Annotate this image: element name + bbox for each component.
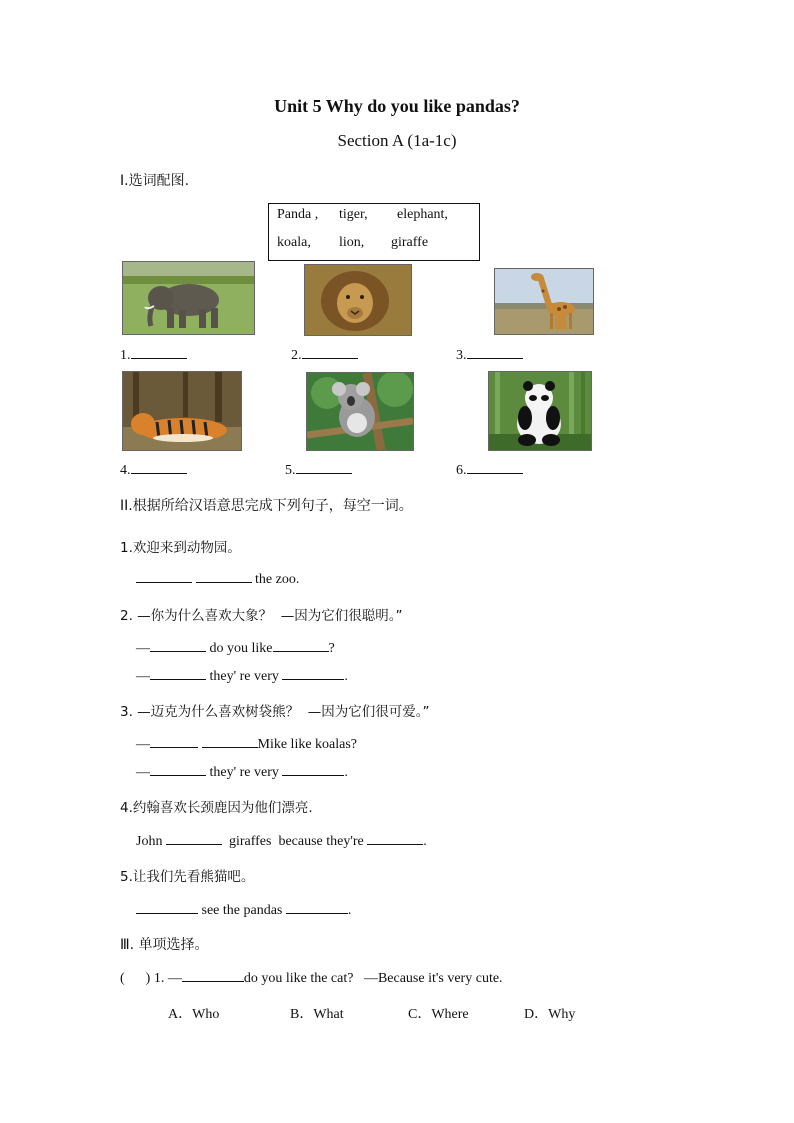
q2-5-blank-b[interactable]: [286, 901, 348, 914]
q2-3-answer-line-1: — Mike like koalas?: [136, 737, 358, 752]
q2-1-blank-b[interactable]: [196, 570, 252, 583]
word-koala: koala,: [277, 235, 311, 250]
panda-photo: [488, 371, 592, 451]
word-box: [268, 203, 480, 261]
section-1-heading: Ⅰ.选词配图.: [120, 173, 190, 189]
q2-2-blank-c[interactable]: [150, 667, 206, 680]
q2-2-answer-line-2: — they' re very .: [136, 669, 348, 684]
q2-4-blank-a[interactable]: [166, 832, 222, 845]
page-title: Unit 5 Why do you like pandas?: [274, 96, 520, 116]
q2-5-blank-a[interactable]: [136, 901, 198, 914]
q2-1-answer-line: the zoo.: [136, 570, 299, 588]
answer-blank-6[interactable]: [467, 461, 523, 474]
q3-1-blank[interactable]: [182, 969, 244, 982]
answer-blank-3[interactable]: [467, 346, 523, 359]
q2-2-blank-b[interactable]: [273, 639, 329, 652]
q2-3-answer-line-2: — they' re very .: [136, 765, 348, 780]
item-3-number: 3.: [456, 346, 523, 364]
word-lion: lion,: [339, 235, 365, 250]
q2-1-prompt: 1.欢迎来到动物园。: [120, 540, 241, 556]
option-d[interactable]: D．Why: [524, 1007, 576, 1022]
answer-blank-1[interactable]: [131, 346, 187, 359]
word-giraffe: giraffe: [391, 235, 429, 250]
item-2-number: 2.: [291, 346, 358, 364]
option-c[interactable]: C．Where: [408, 1007, 469, 1022]
option-a[interactable]: A．Who: [168, 1007, 220, 1022]
page-subtitle: Section A (1a-1c): [337, 131, 457, 150]
q2-4-blank-b[interactable]: [367, 832, 423, 845]
q2-2-blank-a[interactable]: [150, 639, 206, 652]
tiger-photo: [122, 371, 242, 451]
item-4-number: 4.: [120, 461, 187, 479]
q2-4-prompt: 4.约翰喜欢长颈鹿因为他们漂亮.: [120, 800, 313, 816]
item-6-number: 6.: [456, 461, 523, 479]
item-5-number: 5.: [285, 461, 352, 479]
lion-photo: [304, 264, 412, 336]
answer-blank-4[interactable]: [131, 461, 187, 474]
q2-2-blank-d[interactable]: [282, 667, 344, 680]
elephant-photo: [122, 261, 255, 335]
q2-4-answer-line: John giraffes because they're .: [136, 834, 427, 849]
section-3-heading: Ⅲ. 单项选择。: [120, 937, 209, 953]
option-b[interactable]: B．What: [290, 1007, 344, 1022]
word-panda: Panda ,: [277, 207, 319, 222]
q2-3-blank-a[interactable]: [150, 735, 198, 748]
q2-5-answer-line: see the pandas .: [136, 901, 351, 919]
q2-3-blank-c[interactable]: [150, 763, 206, 776]
section-2-heading: II.根据所给汉语意思完成下列句子，每空一词。: [120, 498, 413, 514]
q2-5-prompt: 5.让我们先看熊猫吧。: [120, 869, 255, 885]
q2-2-prompt: 2. —你为什么喜欢大象？ —因为它们很聪明。”: [120, 608, 403, 624]
q2-3-blank-d[interactable]: [282, 763, 344, 776]
word-elephant: elephant,: [397, 207, 448, 222]
word-tiger: tiger,: [339, 207, 368, 222]
item-1-number: 1.: [120, 346, 187, 364]
giraffe-photo: [494, 268, 594, 335]
answer-blank-5[interactable]: [296, 461, 352, 474]
q3-1-question: ( ) 1. — do you like the cat? —Because it's very cute.: [120, 971, 503, 986]
koala-photo: [306, 372, 414, 451]
q2-2-answer-line-1: — do you like ?: [136, 641, 335, 656]
q2-1-blank-a[interactable]: [136, 570, 192, 583]
q2-3-prompt: 3. —迈克为什么喜欢树袋熊？ —因为它们很可爱。”: [120, 704, 430, 720]
q2-3-blank-b[interactable]: [202, 735, 258, 748]
answer-blank-2[interactable]: [302, 346, 358, 359]
